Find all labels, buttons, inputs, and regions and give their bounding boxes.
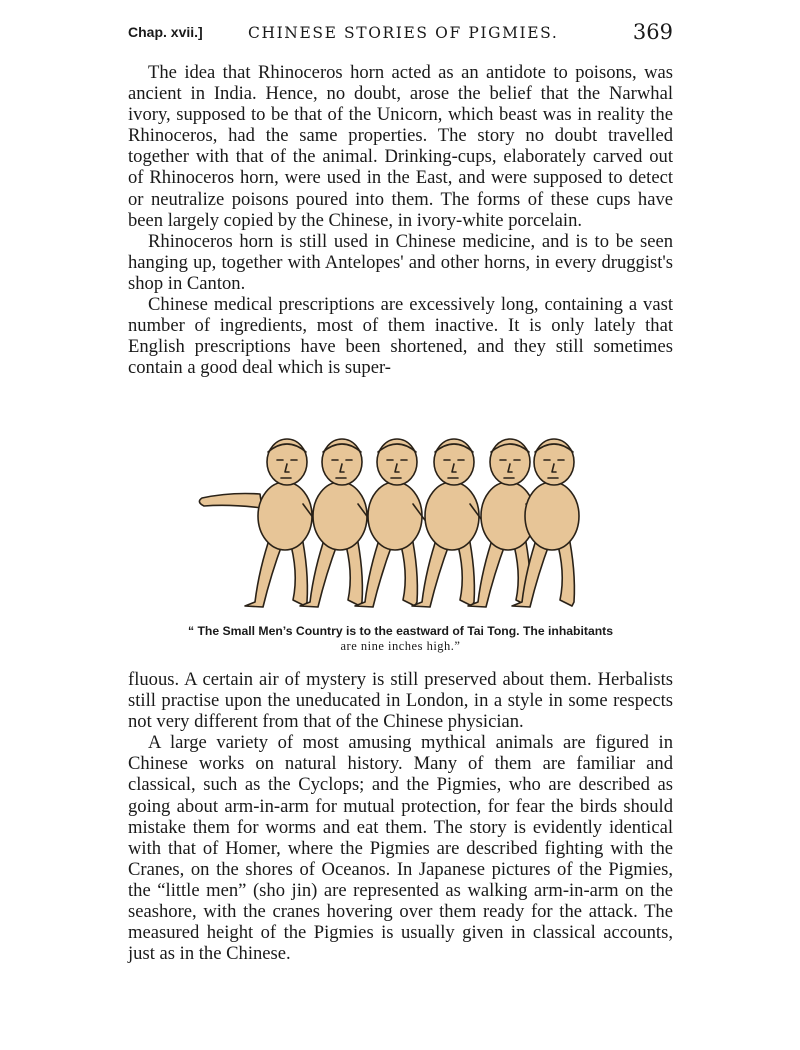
pigmy-body [425,482,479,550]
pigmy-body [313,482,367,550]
paragraph-continuation: fluous. A certain air of mystery is still preserved about them. Herbalists still practise upon the uneducated in London, in a style in some respects not very different from that of the Chinese physician. [128,669,673,733]
chapter-label: Chap. xvii.] [128,24,203,40]
running-header [128,20,673,50]
pigmies-arm-in-arm-image [190,434,605,614]
page-number: 369 [632,20,673,44]
caption-line-1: “ The Small Men’s Country is to the eastward of Tai Tong. The inhabitants [187,624,614,638]
paragraph-prescriptions: Chinese medical prescriptions are excessively long, containing a vast number of ingredients, most of them inactive. It is only lately that English prescriptions have been shortened, and they still sometimes contain a good deal which is super- [128,294,673,379]
paragraph-rhinoceros-antidote: The idea that Rhinoceros horn acted as an antidote to poisons, was ancient in India. Hence, no doubt, arose the belief that the Narwhal ivory, supposed to be that of the Unicorn, which beast was in reality the Rhinoceros, had the same properties. The story no doubt travelled together with that of the animal. Drinking-cups, elaborately carved out of Rhinoceros horn, were used in the East, and were supposed to detect or neutralize poisons poured into them. The forms of these cups have been largely copied by the Chinese, in ivory-white porcelain. [128,62,673,231]
paragraph-rhinoceros-medicine: Rhinoceros horn is still used in Chinese medicine, and is to be seen hanging up, together with Antelopes' and other horns, in every druggist's shop in Canton. [128,230,673,294]
caption-line-2: are nine inches high.” [340,639,461,653]
body-text-top [128,62,673,378]
pigmy-body [525,482,579,550]
pigmy-body [258,482,312,550]
pigmy-extended-arm [199,494,262,509]
pigmy-body [368,482,422,550]
pigmies-illustration [190,434,605,614]
paragraph-mythical-animals: A large variety of most amusing mythical animals are figured in Chinese works on natural history. Many of them are familiar and classical, such as the Cyclops; and the Pigmies, who are described as going about arm-in-arm for mutual protection, for fear the birds should mistake them for worms and eat them. The story is evidently identical with that of Homer, where the Pigmies are described fighting with the Cranes, on the shores of Oceanos. In Japanese pictures of the Pigmies, the “little men” (sho jin) are represented as walking arm-in-arm on the seashore, with the cranes hovering over them ready for the attack. The measured height of the Pigmies is usually given in classical accounts, just as in the Chinese. [128,732,673,965]
figure-caption [128,624,673,654]
body-text-bottom [128,669,673,964]
running-title: CHINESE STORIES OF PIGMIES. [248,24,559,42]
